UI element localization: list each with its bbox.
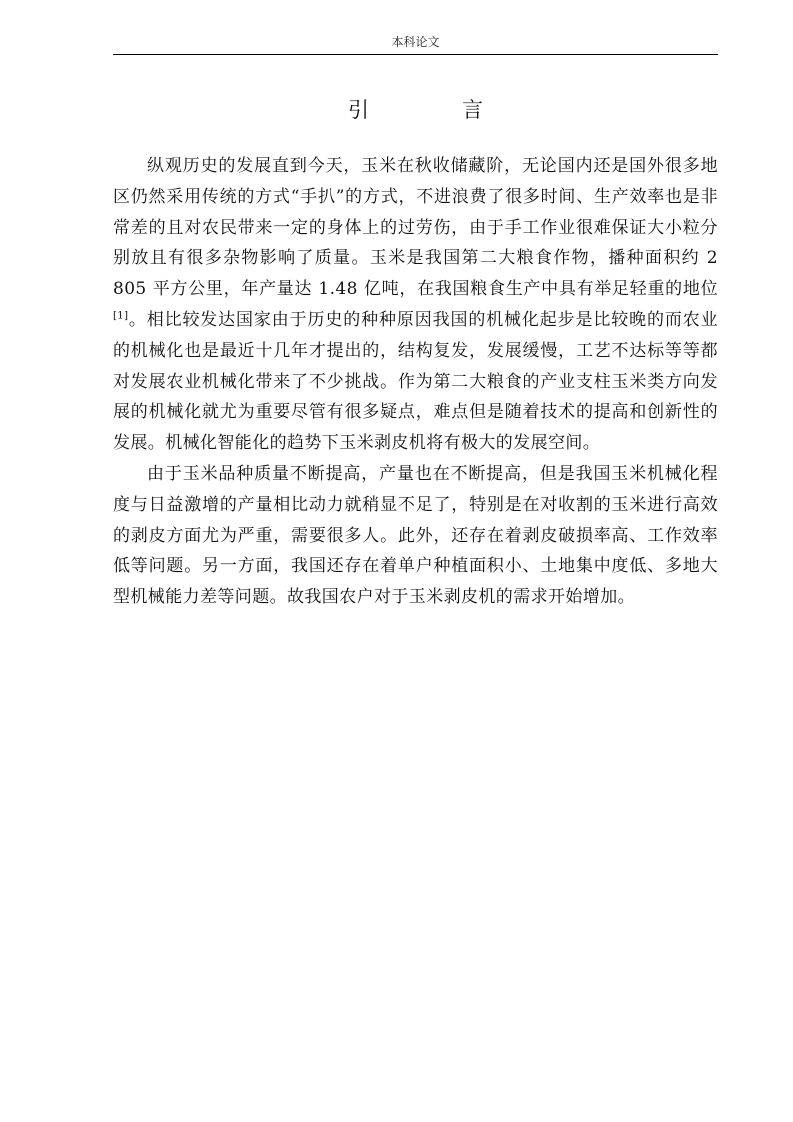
paragraph-1-text-a: 纵观历史的发展直到今天，玉米在秋收储藏阶，无论国内还是国外很多地区仍然采用传统的方式“手扒”的方式，不进浪费了很多时间、生产效率也是非常差的且对农民带来一定的身体上的过劳伤，由于手工作业很难保证大小粒分别放且有很多杂物影响了质量。玉米是我国第二大粮食作物，播种面积约 2 805 平方公里，年产量达 1.48 亿吨，在我国粮食生产中具有举足轻重的地位 [113, 156, 718, 300]
paragraph-1-text-b: 。相比较发达国家由于历史的种种原因我国的机械化起步是比较晚的而农业的机械化也是最近十几年才提出的，结构复发，发展缓慢，工艺不达标等等都对发展农业机械化带来了不少挑战。作为第二大粮食的产业支柱玉米类方向发展的机械化就尤为重要尽管有很多疑点，难点但是随着技术的提高和创新性的发展。机械化智能化的趋势下玉米剥皮机将有极大的发展空间。 [113, 309, 718, 454]
body-text [113, 151, 718, 613]
paragraph-1 [113, 151, 718, 459]
citation-marker: [1] [113, 310, 129, 322]
section-title: 引 言 [348, 98, 519, 122]
paragraph-2: 由于玉米品种质量不断提高，产量也在不断提高，但是我国玉米机械化程度与日益激增的产量相比动力就稍显不足了，特别是在对收割的玉米进行高效的剥皮方面尤为严重，需要很多人。此外，还存在着剥皮破损率高、工作效率低等问题。另一方面，我国还存在着单户种植面积小、土地集中度低、多地大型机械能力差等问题。故我国农户对于玉米剥皮机的需求开始增加。 [113, 463, 718, 608]
header-rule [113, 54, 718, 55]
running-header: 本科论文 [391, 35, 440, 49]
